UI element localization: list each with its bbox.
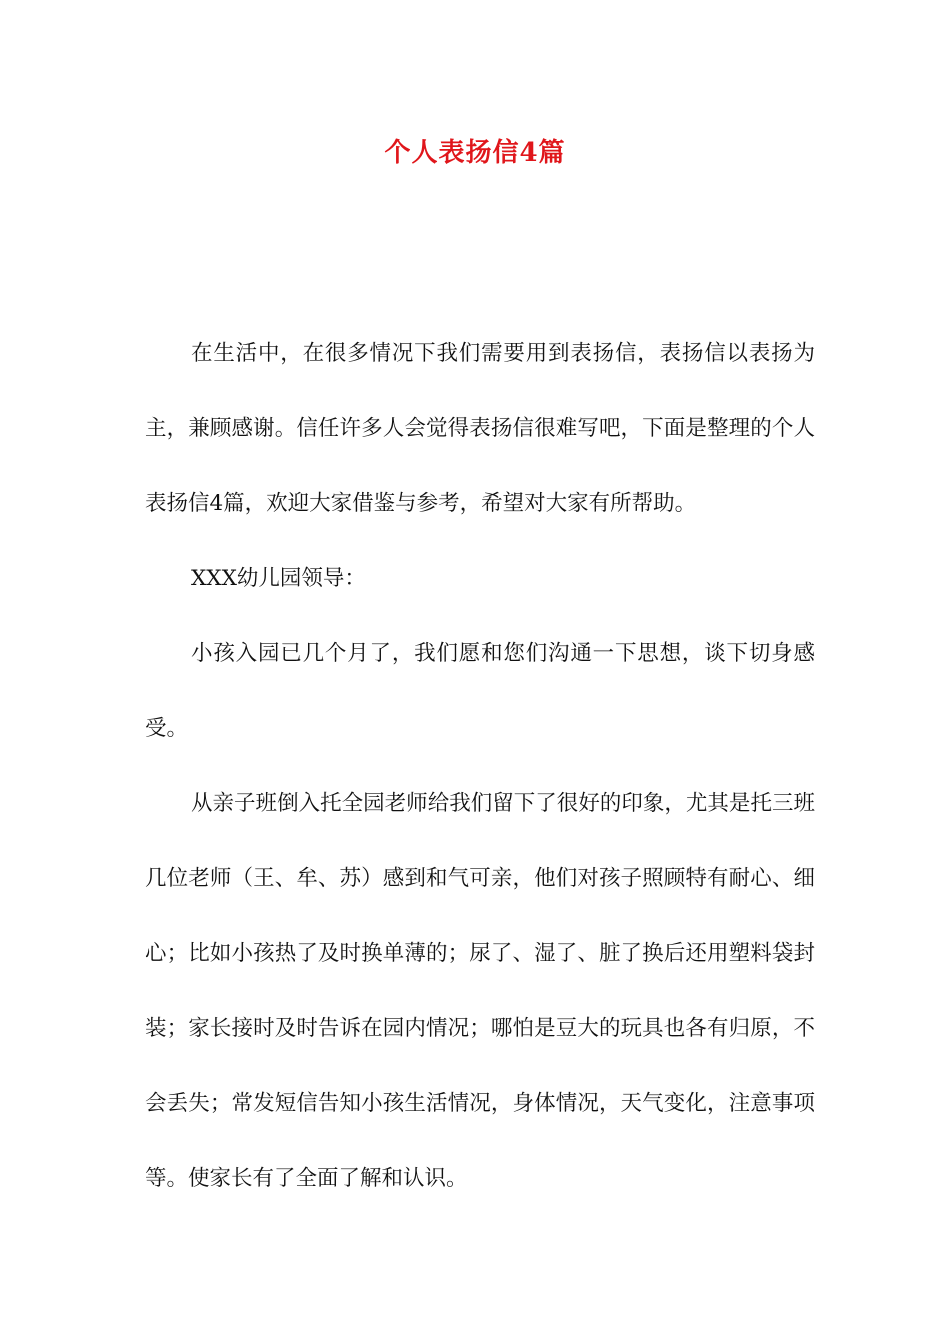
body-paragraph-2: 从亲子班倒入托全园老师给我们留下了很好的印象，尤其是托三班几位老师（王、牟、苏）感到和气可亲，他们对孩子照顾特有耐心、细心；比如小孩热了及时换单薄的；尿了、湿了、脏了换后还用塑料袋封装；家长接时及时告诉在园内情况；哪怕是豆大的玩具也各有归原，不会丢失；常发短信告知小孩生活情况，身体情况，天气变化，注意事项等。使家长有了全面了解和认识。 <box>145 791 815 1191</box>
intro-paragraph: 在生活中，在很多情况下我们需要用到表扬信，表扬信以表扬为主，兼顾感谢。信任许多人会觉得表扬信很难写吧，下面是整理的个人表扬信4篇，欢迎大家借鉴与参考，希望对大家有所帮助。 <box>145 341 815 516</box>
document-title: 个人表扬信4篇 <box>384 138 566 168</box>
document-body <box>145 316 815 1216</box>
body-paragraph-1: 小孩入园已几个月了，我们愿和您们沟通一下思想，谈下切身感受。 <box>145 641 815 741</box>
salutation-paragraph: XXX幼儿园领导： <box>191 566 366 591</box>
